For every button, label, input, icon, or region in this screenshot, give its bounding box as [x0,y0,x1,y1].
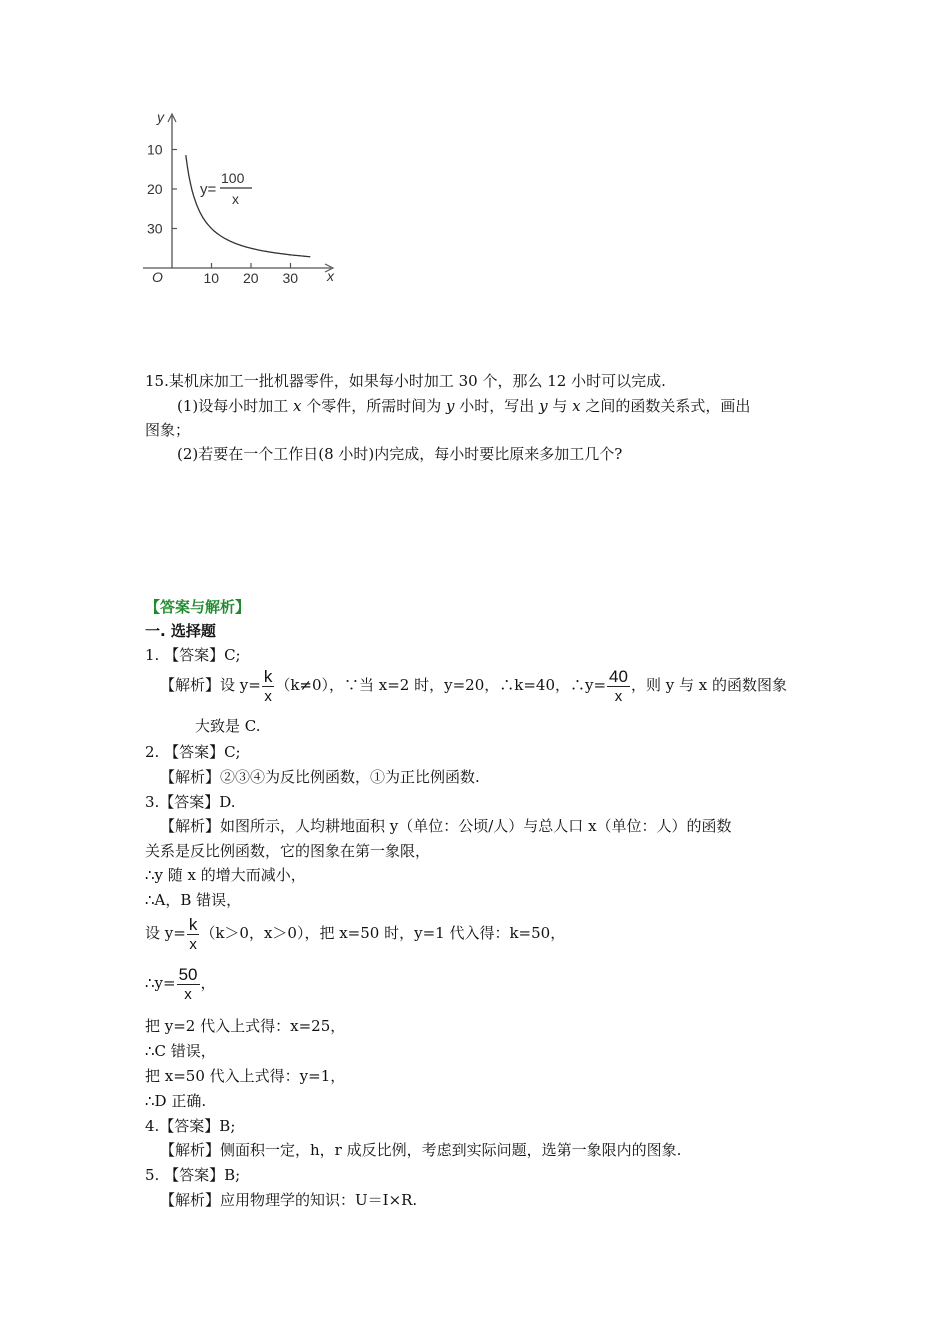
y-tick-label: 30 [147,220,163,237]
q15-part1-c: 小时，写出 [454,397,540,415]
a3-exp-8: ∴C 错误， [145,1042,216,1060]
q15-part1-e: 之间的函数关系式，画出 [580,397,751,415]
y-tick-label: 20 [147,181,163,197]
a1-answer: 1. 【答案】C; [145,646,241,664]
a3-exp5-b: （k＞0，x＞0），把 x=50 时，y=1 代入得：k=50， [200,924,566,942]
x-tick-label: 20 [243,270,259,286]
denominator: x [184,986,192,1003]
formula-denominator: x [232,191,239,207]
y-axis-label: y [157,109,164,125]
a2-explanation: 【解析】②③④为反比例函数，①为正比例函数. [160,768,480,786]
origin-label: O [152,269,163,285]
x-tick-label: 30 [282,270,299,286]
fraction-40-over-x [607,668,630,704]
a3-exp-7: 把 y=2 代入上式得：x=25， [145,1017,346,1035]
a3-exp6-a: ∴y= [145,974,176,992]
fraction-50-over-x [177,966,200,1002]
var-y: y [446,397,455,415]
x-axis-label: x [327,268,334,284]
formula-numerator: 100 [221,170,245,186]
var-x: x [293,397,302,415]
numerator: 40 [609,667,628,686]
a3-exp-2: 关系是反比例函数，它的图象在第一象限， [145,842,431,860]
a1-exp-c: ，则 y 与 x 的函数图象 [630,676,787,694]
a5-explanation: 【解析】应用物理学的知识：U＝I×R. [160,1191,418,1209]
fraction-k-over-x [262,668,275,704]
a1-exp-a: 【解析】设 y= [160,676,261,694]
q15-part1-a: (1)设每小时加工 [177,397,294,415]
a3-exp5-a: 设 y= [145,924,186,942]
denominator: x [189,936,197,953]
a1-explanation [160,668,787,704]
a3-exp-3: ∴y 随 x 的增大而减小， [145,866,306,884]
formula-prefix: y= [200,181,217,198]
q15-line-4: (2)若要在一个工作日(8 小时)内完成，每小时要比原来多加工几个? [177,445,623,463]
a3-exp6-b: ， [200,974,216,992]
a4-explanation: 【解析】侧面积一定，h，r 成反比例，考虑到实际问题，选第一象限内的图象. [160,1141,682,1159]
var-x: x [572,397,581,415]
a1-explanation-cont: 大致是 C. [195,717,261,735]
answers-heading: 【答案与解析】 [145,598,251,616]
q15-part1-d: 与 [547,397,573,415]
a1-exp-b: （k≠0），∵当 x=2 时，y=20，∴k=40，∴y= [275,676,607,694]
a3-exp-5 [145,916,565,952]
q15-line-3: 图象； [145,421,191,439]
numerator: 50 [178,965,198,984]
fraction-k-over-x [187,916,200,952]
a3-exp-10: ∴D 正确. [145,1092,207,1110]
a3-exp-6 [145,966,216,1002]
inverse-function-graph [135,108,350,286]
numerator: k [263,667,273,686]
denominator: x [264,688,272,705]
a3-exp-1: 【解析】如图所示，人均耕地面积 y（单位：公顷/人）与总人口 x（单位：人）的函数 [160,817,732,835]
q15-line-2 [177,395,750,417]
q15-part1-b: 个零件，所需时间为 [301,397,447,415]
a4-answer: 4.【答案】B; [145,1117,236,1135]
x-tick-label: 10 [203,270,220,286]
numerator: k [188,915,198,934]
a5-answer: 5. 【答案】B; [145,1166,241,1184]
a3-answer: 3.【答案】D. [145,793,236,811]
a2-answer: 2. 【答案】C; [145,743,241,761]
q15-line-1: 15.某机床加工一批机器零件，如果每小时加工 30 个，那么 12 小时可以完成. [145,372,666,390]
a3-exp-9: 把 x=50 代入上式得：y=1， [145,1067,346,1085]
function-curve [186,155,310,257]
var-y: y [539,397,548,415]
denominator: x [614,688,623,705]
section-heading: 一. 选择题 [145,622,216,640]
y-tick-label: 10 [147,141,163,158]
a3-exp-4: ∴A，B 错误， [145,891,242,909]
